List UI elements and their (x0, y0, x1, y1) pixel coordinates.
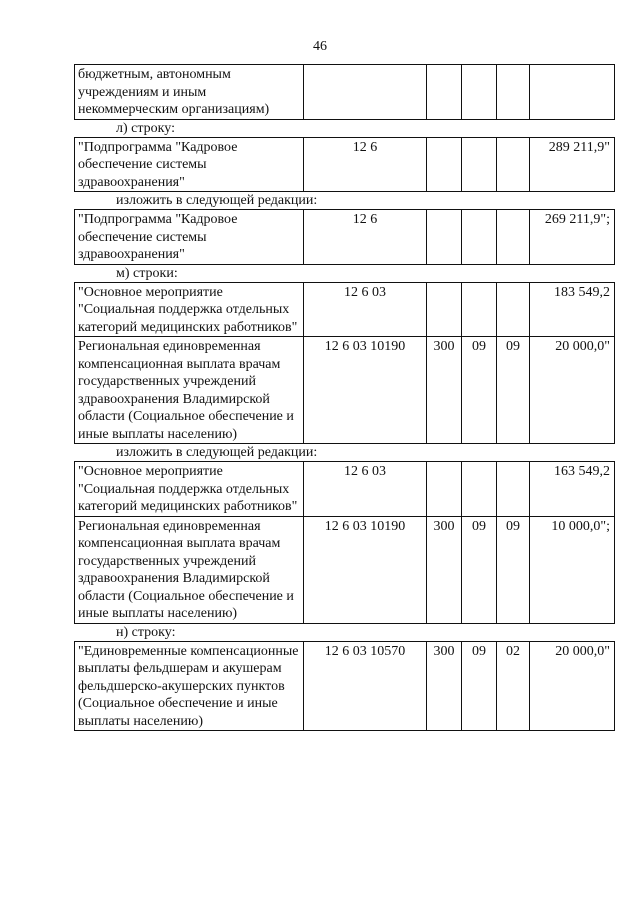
document-body (74, 64, 614, 731)
target-code-cell: 12 6 03 (304, 462, 427, 517)
section-cell (462, 137, 497, 192)
table-row (75, 282, 615, 337)
target-code-cell: 12 6 03 10190 (304, 337, 427, 444)
amount-cell: 20 000,0" (530, 641, 615, 731)
expense-type-cell (427, 65, 462, 120)
row-name-cell: Региональная единовременная компенсационная выплата врачам государственных учреждений здравоохранения Владимирской области (Социальное обеспечение и иные выплаты населению) (75, 516, 304, 623)
subsection-cell (497, 462, 530, 517)
section-cell: 09 (462, 641, 497, 731)
expense-type-cell (427, 210, 462, 265)
expense-type-cell (427, 282, 462, 337)
subsection-cell (497, 65, 530, 120)
target-code-cell: 12 6 (304, 137, 427, 192)
budget-table (74, 64, 615, 120)
subsection-cell: 09 (497, 516, 530, 623)
table-row (75, 137, 615, 192)
target-code-cell: 12 6 03 10190 (304, 516, 427, 623)
amount-cell (530, 65, 615, 120)
instruction-line: н) строку: (116, 624, 176, 640)
amount-cell: 289 211,9" (530, 137, 615, 192)
table-row (75, 462, 615, 517)
section-cell (462, 282, 497, 337)
section-cell: 09 (462, 337, 497, 444)
row-name-cell: "Подпрограмма "Кадровое обеспечение системы здравоохранения" (75, 137, 304, 192)
amount-cell: 269 211,9"; (530, 210, 615, 265)
section-cell (462, 210, 497, 265)
table-row (75, 337, 615, 444)
amount-cell: 163 549,2 (530, 462, 615, 517)
table-row (75, 641, 615, 731)
amount-cell: 20 000,0" (530, 337, 615, 444)
target-code-cell (304, 65, 427, 120)
row-name-cell: "Основное мероприятие "Социальная поддержка отдельных категорий медицинских работников" (75, 282, 304, 337)
expense-type-cell: 300 (427, 337, 462, 444)
section-cell: 09 (462, 516, 497, 623)
subsection-cell: 09 (497, 337, 530, 444)
budget-table (74, 209, 615, 265)
amount-cell: 183 549,2 (530, 282, 615, 337)
budget-table (74, 282, 615, 445)
expense-type-cell (427, 137, 462, 192)
table-row (75, 516, 615, 623)
instruction-line: л) строку: (116, 120, 175, 136)
row-name-cell: "Единовременные компенсационные выплаты фельдшерам и акушерам фельдшерско-акушерских пунктов (Социальное обеспечение и иные выплаты населению) (75, 641, 304, 731)
row-name-cell: Региональная единовременная компенсационная выплата врачам государственных учреждений здравоохранения Владимирской области (Социальное обеспечение и иные выплаты населению) (75, 337, 304, 444)
budget-table (74, 461, 615, 624)
expense-type-cell (427, 462, 462, 517)
row-name-cell: "Основное мероприятие "Социальная поддержка отдельных категорий медицинских работников" (75, 462, 304, 517)
target-code-cell: 12 6 03 10570 (304, 641, 427, 731)
subsection-cell: 02 (497, 641, 530, 731)
subsection-cell (497, 282, 530, 337)
table-row (75, 65, 615, 120)
amount-cell: 10 000,0"; (530, 516, 615, 623)
budget-table (74, 641, 615, 732)
section-cell (462, 65, 497, 120)
section-cell (462, 462, 497, 517)
target-code-cell: 12 6 03 (304, 282, 427, 337)
instruction-line: изложить в следующей редакции: (116, 445, 318, 460)
expense-type-cell: 300 (427, 516, 462, 623)
subsection-cell (497, 210, 530, 265)
expense-type-cell: 300 (427, 641, 462, 731)
page-number: 46 (313, 39, 327, 54)
table-row (75, 210, 615, 265)
budget-table (74, 137, 615, 193)
instruction-line: изложить в следующей редакции: (116, 193, 318, 208)
target-code-cell: 12 6 (304, 210, 427, 265)
row-name-cell: бюджетным, автономным учреждениям и иным некоммерческим организациям) (75, 65, 304, 120)
instruction-line: м) строки: (116, 265, 178, 281)
subsection-cell (497, 137, 530, 192)
row-name-cell: "Подпрограмма "Кадровое обеспечение системы здравоохранения" (75, 210, 304, 265)
